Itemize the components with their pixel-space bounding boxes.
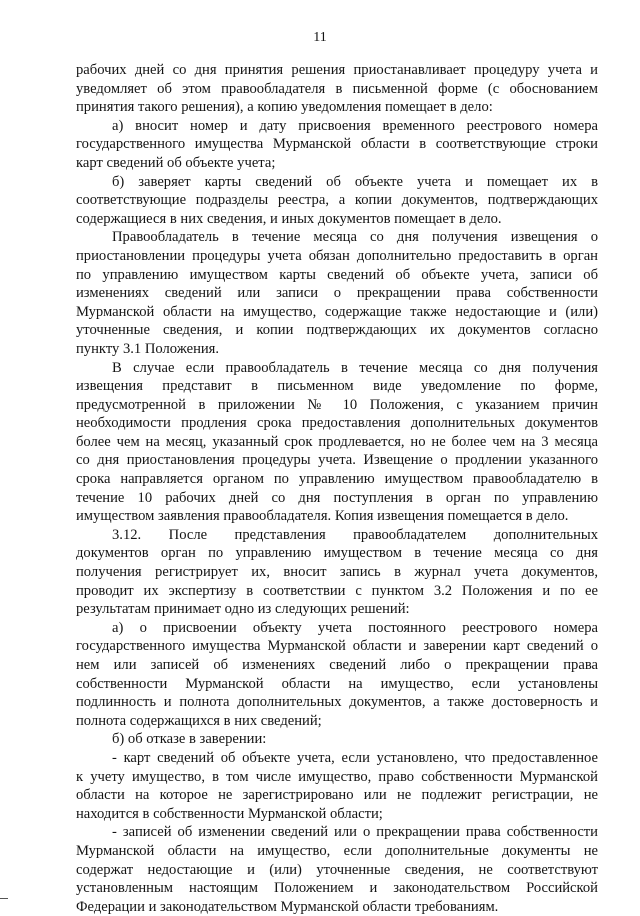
document-body [76, 61, 598, 916]
text-line: предусмотренной в приложении № 10 Положения, с указанием причин [76, 396, 598, 413]
text-line: б) об отказе в заверении: [112, 731, 267, 748]
text-line: установленным настоящим Положением и законодательством Российской [76, 880, 598, 897]
text-line: - записей об изменении сведений или о прекращении права собственности [112, 824, 598, 841]
text-line: уведомляет об этом правообладателя в письменной форме (с обоснованием [76, 80, 598, 97]
text-line: полнота содержащихся в них сведений; [76, 712, 322, 729]
text-line: Мурманской области на имущество, содержащие также недостающие и (или) [76, 303, 598, 320]
text-line: нем или записей об изменениях сведений либо о прекращении права [76, 657, 598, 673]
text-line: по управлению имуществом карты сведений об объекте учета, записи об [76, 266, 598, 283]
text-line: приостановлении процедуры учета обязан дополнительно предоставить в орган [76, 247, 598, 264]
text-line: Мурманской области на имущество, если дополнительные документы не [76, 842, 598, 859]
text-line: Федерации и законодательством Мурманской области требованиям. [76, 898, 499, 915]
text-line: более чем на месяц, указанный срок продлевается, но не более чем на 3 месяца [76, 433, 598, 450]
text-line: содержат недостающие и (или) уточненные сведения, не соответствуют [76, 861, 598, 878]
text-line: содержащиеся в них сведения, и иных документов помещает в дело. [76, 210, 502, 227]
text-line: соответствующие подразделы реестра, а копии документов, подтверждающих [76, 192, 598, 209]
text-line: проводит их экспертизу в соответствии с пунктом 3.2 Положения и по ее [76, 582, 598, 599]
text-line: к учету имущество, в том числе имущество, право собственности Мурманской [76, 768, 598, 785]
text-line: карт сведений об объекте учета; [76, 154, 276, 171]
text-line: рабочих дней со дня принятия решения приостанавливает процедуру учета и [76, 62, 598, 78]
text-line: со дня приостановления процедуры учета. Извещение о продлении указанного [76, 452, 598, 469]
text-line: имуществом заявления правообладателя. Копия извещения помещается в дело. [76, 508, 569, 525]
text-line: государственного имущества Мурманской области в соответствующие строки [76, 136, 598, 153]
text-line: Правообладатель в течение месяца со дня получения извещения о [112, 229, 598, 246]
text-line: течение 10 рабочих дней со дня поступления в орган по управлению [76, 489, 598, 506]
text-line: получения регистрирует их, вносит запись в журнал учета документов, [76, 564, 598, 581]
text-line: - карт сведений об объекте учета, если установлено, что предоставленное [112, 749, 598, 766]
text-line: пункту 3.1 Положения. [76, 340, 220, 357]
text-line: срока направляется органом по управлению имуществом правообладателю в [76, 471, 598, 488]
text-line: необходимости продления срока предоставления дополнительных документов [76, 415, 598, 432]
text-line: государственного имущества Мурманской области и заверении карт сведений о [76, 638, 598, 655]
text-line: подлинность и полнота дополнительных документов, а также достоверность и [76, 694, 598, 711]
text-line: области на которое не зарегистрировано или не подлежит регистрации, не [76, 787, 598, 804]
text-line: б) заверяет карты сведений об объекте учета и помещает их в [112, 173, 598, 190]
text-line: 3.12. После представления правообладателем дополнительных [112, 526, 598, 543]
text-line: принятия такого решения), а копию уведомления помещает в дело: [76, 99, 493, 116]
text-line: а) вносит номер и дату присвоения временного реестрового номера [112, 117, 598, 134]
text-line: изменениях сведений или записи о прекращении права собственности [76, 285, 598, 302]
text-line: В случае если правообладатель в течение месяца со дня получения [112, 359, 598, 376]
text-line: собственности Мурманской области на имущество, если установлены [76, 675, 598, 692]
text-line: результатам принимает одно из следующих решений: [76, 601, 410, 618]
text-line: а) о присвоении объекту учета постоянного реестрового номера [112, 619, 598, 636]
page-number: 11 [313, 30, 327, 45]
text-line: уточненные сведения, и копии подтверждающих их документов согласно [76, 322, 598, 339]
text-line: документов орган по управлению имуществом в течение месяца со дня [76, 545, 598, 562]
scan-edge-mark [0, 898, 8, 899]
text-line: извещения представит в письменном виде уведомление по форме, [76, 378, 598, 395]
text-line: находится в собственности Мурманской области; [76, 805, 383, 822]
